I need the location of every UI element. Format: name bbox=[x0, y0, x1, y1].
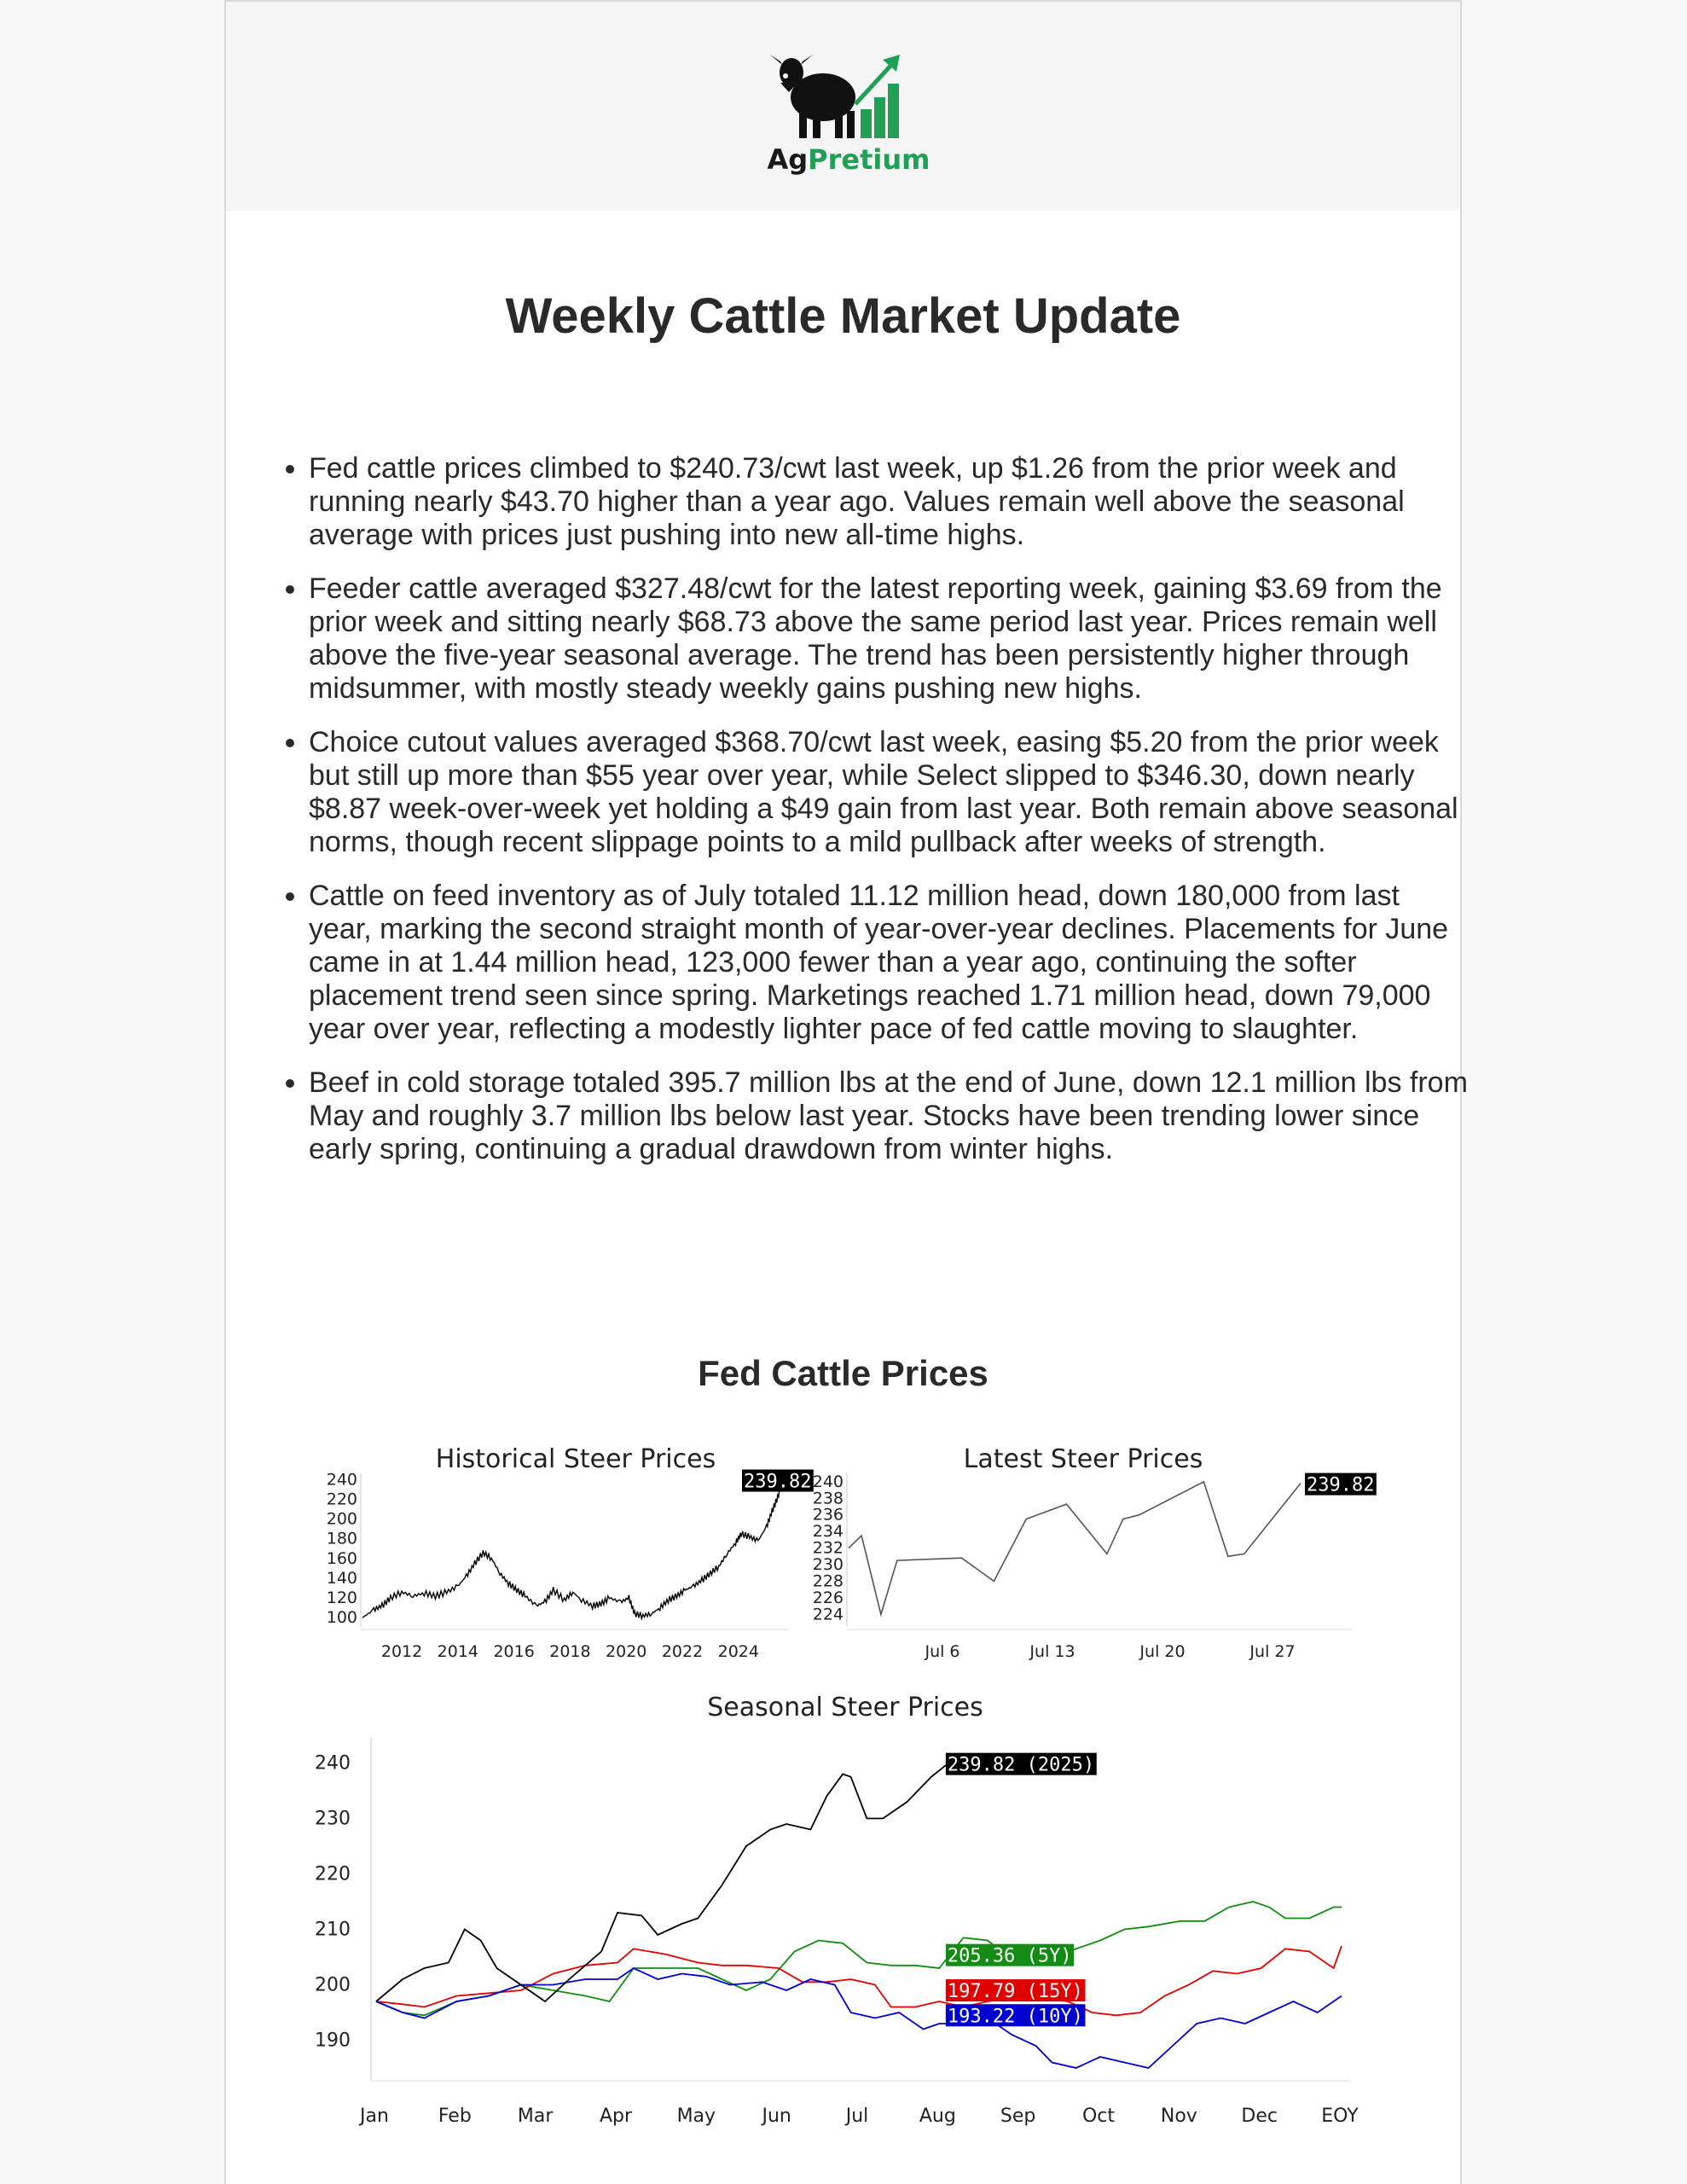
seasonal-ytick: 190 bbox=[315, 2030, 351, 2052]
historical-chart-title: Historical Steer Prices bbox=[435, 1444, 716, 1474]
historical-ytick: 180 bbox=[326, 1529, 357, 1548]
latest-ytick: 224 bbox=[812, 1605, 844, 1624]
bullet-cutout: • Choice cutout values averaged $368.70/cwt last week, easing $5.20 from the prior week but still up more than $55 year over year, while Select slipped to $346.30, down nearly $8.87 week-over-week yet holding a $49 gain from last year. Both remain above seasonal norms, though recent slippage points to a mild pullback after weeks of strength. bbox=[309, 726, 1469, 859]
seasonal-xtick: Aug bbox=[919, 2106, 956, 2127]
historical-steer-chart bbox=[294, 1439, 812, 1665]
seasonal-ytick: 240 bbox=[315, 1752, 351, 1774]
page-title: Weekly Cattle Market Update bbox=[505, 288, 1181, 344]
historical-xtick: 2022 bbox=[661, 1642, 704, 1661]
historical-ytick: 220 bbox=[326, 1490, 357, 1509]
bullet-cattle-on-feed: • Cattle on feed inventory as of July totaled 11.12 million head, down 180,000 from last year, marking the second straight month of year-over-year declines. Placements for June came in at 1.44 million head, 123,000 fewer than a year ago, continuing the softer placement trend seen since spring. Marketings reached 1.71 million head, down 79,000 year over year, reflecting a modestly lighter pace of fed cattle moving to slaughter. bbox=[309, 880, 1469, 1046]
bullet-feeder-cattle: • Feeder cattle averaged $327.48/cwt for the latest reporting week, gaining $3.69 from the prior week and sitting nearly $68.73 above the same period last year. Prices remain well above the five-year seasonal average. The trend has been persistently higher through midsummer, with mostly steady weekly gains pushing new highs. bbox=[309, 572, 1469, 706]
seasonal-line-10y bbox=[376, 1968, 1342, 2068]
seasonal-ytick: 220 bbox=[315, 1863, 351, 1885]
newsletter-page bbox=[224, 0, 1468, 2184]
summary-list bbox=[270, 452, 1469, 1187]
seasonal-xtick: Apr bbox=[599, 2106, 633, 2127]
seasonal-line-5y bbox=[376, 1902, 1342, 2015]
cattle-chart-logo-icon bbox=[763, 44, 934, 142]
historical-ytick: 140 bbox=[326, 1568, 357, 1588]
historical-latest-label: 239.82 bbox=[744, 1471, 812, 1493]
seasonal-xtick: Nov bbox=[1160, 2106, 1197, 2127]
historical-xtick: 2020 bbox=[606, 1642, 647, 1661]
seasonal-ytick: 210 bbox=[315, 1919, 351, 1941]
latest-ytick: 238 bbox=[812, 1489, 844, 1508]
historical-ytick: 200 bbox=[326, 1509, 357, 1529]
latest-xtick: Jul 6 bbox=[925, 1642, 960, 1661]
historical-ytick: 120 bbox=[326, 1589, 357, 1608]
seasonal-label-2025: 239.82 (2025) bbox=[947, 1754, 1095, 1776]
seasonal-xtick: May bbox=[676, 2106, 716, 2127]
historical-xtick: 2016 bbox=[493, 1642, 535, 1661]
historical-xtick: 2014 bbox=[437, 1642, 479, 1661]
seasonal-ytick: 230 bbox=[315, 1808, 351, 1830]
seasonal-chart-title: Seasonal Steer Prices bbox=[707, 1693, 983, 1722]
latest-ytick: 232 bbox=[812, 1538, 844, 1558]
seasonal-line-2025 bbox=[376, 1764, 948, 2001]
bullet-fed-cattle: • Fed cattle prices climbed to $240.73/cwt last week, up $1.26 from the prior week and running nearly $43.70 higher than a year ago. Values remain well above the seasonal average with prices just pushing into new all-time highs. bbox=[309, 452, 1469, 552]
brand-logo bbox=[763, 44, 934, 181]
seasonal-xtick: Dec bbox=[1241, 2106, 1278, 2127]
seasonal-xtick: Sep bbox=[1000, 2106, 1036, 2127]
seasonal-label-10y: 193.22 (10Y) bbox=[947, 2006, 1083, 2028]
latest-steer-chart bbox=[812, 1439, 1394, 1665]
seasonal-xtick: Mar bbox=[517, 2106, 554, 2127]
section-title: Fed Cattle Prices bbox=[698, 1353, 988, 1393]
latest-ytick: 228 bbox=[812, 1571, 844, 1591]
historical-xtick: 2024 bbox=[717, 1642, 759, 1661]
latest-ytick: 234 bbox=[812, 1522, 844, 1542]
latest-latest-label: 239.82 bbox=[1307, 1474, 1375, 1496]
latest-ytick: 236 bbox=[812, 1505, 844, 1525]
bullet-cold-storage: • Beef in cold storage totaled 395.7 million lbs at the end of June, down 12.1 million lbs from May and roughly 3.7 million lbs below last year. Stocks have been trending lower since early spring, continuing a gradual drawdown from winter highs. bbox=[309, 1066, 1469, 1166]
historical-ytick: 240 bbox=[326, 1470, 357, 1490]
latest-xtick: Jul 27 bbox=[1249, 1642, 1296, 1661]
latest-xtick: Jul 20 bbox=[1139, 1642, 1186, 1661]
latest-xtick: Jul 13 bbox=[1029, 1642, 1075, 1661]
historical-ytick: 100 bbox=[326, 1608, 357, 1628]
historical-price-line bbox=[362, 1480, 783, 1619]
latest-chart-title: Latest Steer Prices bbox=[963, 1444, 1203, 1474]
latest-ytick: 240 bbox=[812, 1472, 844, 1491]
historical-xtick: 2012 bbox=[380, 1642, 423, 1661]
latest-ytick: 230 bbox=[812, 1555, 844, 1574]
seasonal-steer-chart bbox=[294, 1687, 1420, 2130]
seasonal-ytick: 200 bbox=[315, 1974, 351, 1996]
seasonal-xtick: EOY bbox=[1321, 2106, 1359, 2127]
seasonal-xtick: Jun bbox=[762, 2106, 791, 2127]
historical-xtick: 2018 bbox=[549, 1642, 591, 1661]
header bbox=[226, 2, 1460, 211]
seasonal-xtick: Feb bbox=[438, 2106, 472, 2127]
historical-ytick: 160 bbox=[326, 1548, 357, 1568]
seasonal-label-15y: 197.79 (15Y) bbox=[947, 1981, 1083, 2002]
seasonal-xtick: Oct bbox=[1081, 2106, 1116, 2127]
seasonal-label-5y: 205.36 (5Y) bbox=[947, 1945, 1072, 1967]
seasonal-xtick: Jul bbox=[845, 2106, 869, 2127]
brand-name: AgPretium bbox=[767, 143, 930, 176]
latest-price-line bbox=[849, 1482, 1301, 1614]
latest-ytick: 226 bbox=[812, 1588, 844, 1607]
seasonal-xtick: Jan bbox=[360, 2106, 389, 2127]
